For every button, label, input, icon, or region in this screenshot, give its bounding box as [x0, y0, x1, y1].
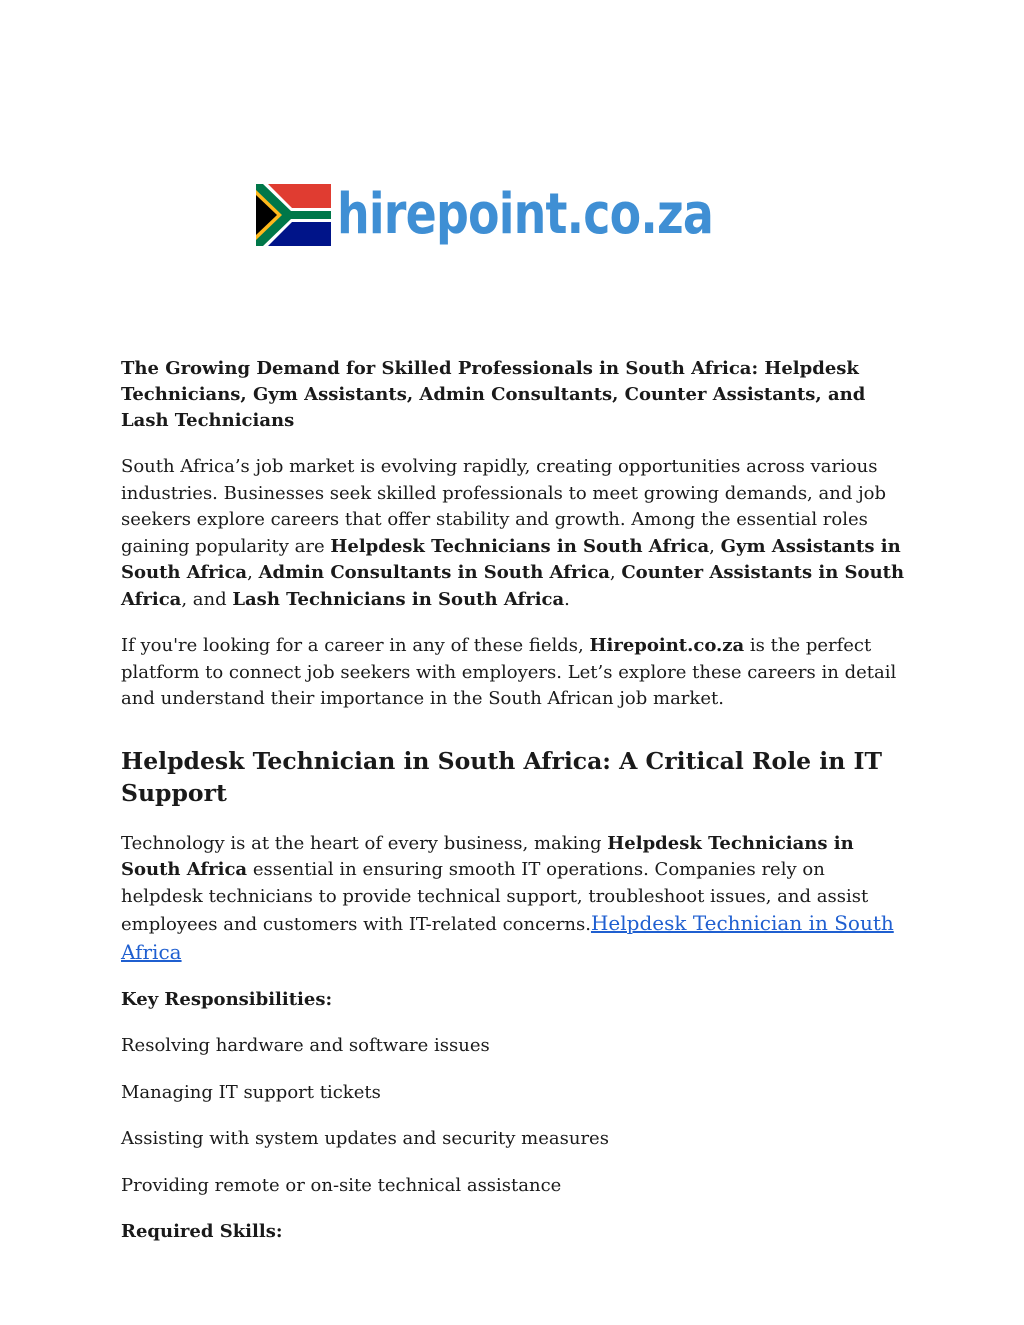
south-africa-flag-icon	[256, 184, 331, 246]
hirepoint-logo[interactable]	[256, 184, 796, 246]
platform-paragraph: If you're looking for a career in any of these fields, Hirepoint.co.za is the perfect platform to connect job seekers with employers. Let’s explore these careers in detail and understand their importance in the South African job market.	[121, 635, 897, 709]
list-item: Managing IT support tickets	[121, 1081, 381, 1103]
intro-paragraph: South Africa’s job market is evolving rapidly, creating opportunities across various industries. Businesses seek skilled professionals to meet growing demands, and job seekers explore careers that offer stability and growth. Among the essential roles gaining popularity are Helpdesk Technicians in South Africa, Gym Assistants in South Africa, Admin Consultants in South Africa, Counter Assistants in South Africa, and Lash Technicians in South Africa.	[121, 456, 905, 610]
helpdesk-technician-link[interactable]: Helpdesk Technician in South Africa	[121, 911, 894, 964]
list-item: Assisting with system updates and security measures	[121, 1128, 609, 1149]
document-title: The Growing Demand for Skilled Professionals in South Africa: Helpdesk Technicians, Gym Assistants, Admin Consultants, Counter Assistants, and Lash Technicians	[121, 358, 866, 431]
responsibilities-label: Key Responsibilities:	[121, 989, 333, 1010]
list-item: Resolving hardware and software issues	[121, 1035, 490, 1056]
skills-label: Required Skills:	[121, 1221, 283, 1242]
logo-wordmark: hirepoint.co.za	[337, 182, 714, 247]
document-body	[121, 356, 911, 1265]
section-heading-helpdesk: Helpdesk Technician in South Africa: A Critical Role in IT Support	[121, 746, 882, 807]
helpdesk-paragraph: Technology is at the heart of every business, making Helpdesk Technicians in South Africa essential in ensuring smooth IT operations. Companies rely on helpdesk technicians to provide technical support, troubleshoot issues, and assist employees and customers with IT-related concerns.Helpdesk Technician in South Africa	[121, 832, 894, 964]
list-item: Providing remote or on-site technical assistance	[121, 1174, 562, 1196]
